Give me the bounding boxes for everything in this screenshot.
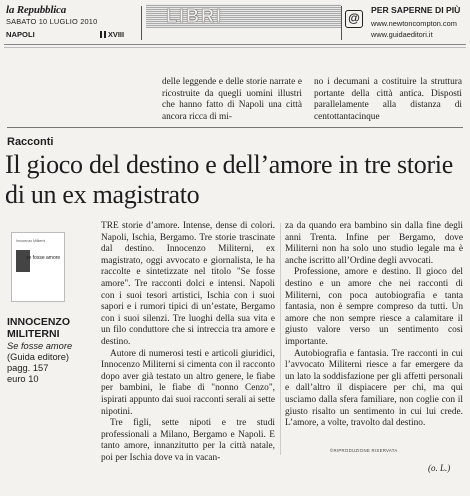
more-info-title: PER SAPERNE DI PIÙ: [371, 5, 461, 15]
masthead-logo: la Repubblica: [6, 4, 67, 16]
article-kicker: Racconti: [7, 136, 54, 148]
book-details: [7, 341, 87, 385]
book-pages: pagg. 157: [7, 363, 49, 373]
article-paragraph: [101, 221, 275, 349]
article-headline: Il gioco del destino e dell’amore in tre storie di un ex magistrato: [5, 150, 453, 209]
article-paragraph: Professione, amore e destino. Il gioco del destino e un amore che nei racconti di Militerni, con poca autobiografia e tanta fantasia, non è sempre compreso da tutti. Un amore che non sempre riesce a calamitare il giusto valore verso un sentimento così importante.: [285, 267, 463, 347]
article-paragraph: Autore di numerosi testi e articoli giuridici, Innocenzo Militerni si cimenta con il racconto dopo aver già testato un altro genere, le fiabe per bambini, le fiabe di "nonno Cenzo", ispirati appunto dai suoi racconti serali ai sette nipotini.: [101, 348, 275, 417]
paragraph-text: storie d’amore. Intense, dense di colori. Napoli, Ischia, Bergamo. Tre storie trascinate dal destino. Innocenzo Militerni, ex magistrato, oggi avvocato e giornalista, le ha raccolte e sintetizzate nel titolo "Se fosse amore". Tre racconti dolci e intensi. Napoli con i suoi tesori artistici, Ischia con i suoi sapori e i rumori tipici di un’estate, Bergamo con i suoi silenzi. Tre luoghi della sua vita e un filo conduttore che si intreccia tra amore e destino.: [101, 221, 275, 347]
lead-word: TRE: [101, 221, 119, 231]
column-divider: [280, 223, 281, 455]
header-rule: [4, 44, 466, 45]
book-price: euro 10: [7, 374, 39, 384]
page-marker-icon: [100, 31, 106, 38]
section-rule: [7, 127, 463, 128]
book-author: INNOCENZO MILITERNI: [7, 316, 70, 340]
article-paragraph: Autobiografia e fantasia. Tre racconti in cui l’avvocato Militerni riesce a far emergere da un lato la soddisfazione per gli affetti personali e dall’altro il dispiacere per chi, ma qui usciamo dalla sfera familiare, non coglie con il giusto risalto un sentimento in cui lui crede. L’amore, a volte, travolto dal destino.: [285, 348, 463, 429]
section-banner: [146, 4, 341, 28]
header-left: [6, 4, 141, 42]
link-guidaeditori[interactable]: www.guidaeditori.it: [371, 30, 433, 39]
copyright-notice: ©RIPRODUZIONE RISERVATA: [330, 448, 398, 453]
at-icon: @: [345, 10, 363, 28]
header-divider: [141, 6, 142, 40]
book-cover-image: [11, 232, 65, 302]
article-column-2: [285, 221, 463, 430]
previous-article-text-left: delle leggende e delle storie narrate e ricostruite da quegli uomini illustri che hanno fatto di Napoli una città ancora ricca di mi-: [162, 77, 302, 122]
book-title: Se fosse amore: [7, 341, 73, 351]
section-title: LIBRI: [166, 6, 223, 26]
previous-article-text-right: no i decumani a costituire la struttura portante della città antica. Disposti parallelamente alla distanza di centottantacinque: [314, 77, 462, 122]
page-number-text: XVIII: [108, 30, 125, 39]
issue-date: SABATO 10 LUGLIO 2010: [6, 17, 98, 26]
article-column-1: [101, 221, 275, 464]
cover-author: Innocenzo Militerni: [16, 239, 46, 243]
book-publisher: (Guida editore): [7, 352, 70, 362]
article-paragraph: za da quando era bambino sin dalla fine degli anni Trenta. Infine per Bergamo, dove Militerni non ha solo uno studio legale ma è anche iscritto all’Ordine degli avvocati.: [285, 221, 463, 266]
header-rule: [4, 47, 466, 48]
cover-illustration: [16, 250, 30, 272]
author-signature: (o. L.): [428, 463, 451, 473]
link-newtoncompton[interactable]: www.newtoncompton.com: [371, 19, 457, 28]
header-divider: [341, 6, 342, 40]
page-number: [100, 30, 124, 39]
cover-title: se fosse amore: [26, 255, 61, 261]
edition-city: NAPOLI: [6, 30, 35, 39]
article-paragraph: Tre figli, sette nipoti e tre studi professionali a Milano, Bergamo e Napoli. E tanto amore, innanzitutto per la città natale, poi per Ischia dove va in vacan-: [101, 418, 275, 463]
